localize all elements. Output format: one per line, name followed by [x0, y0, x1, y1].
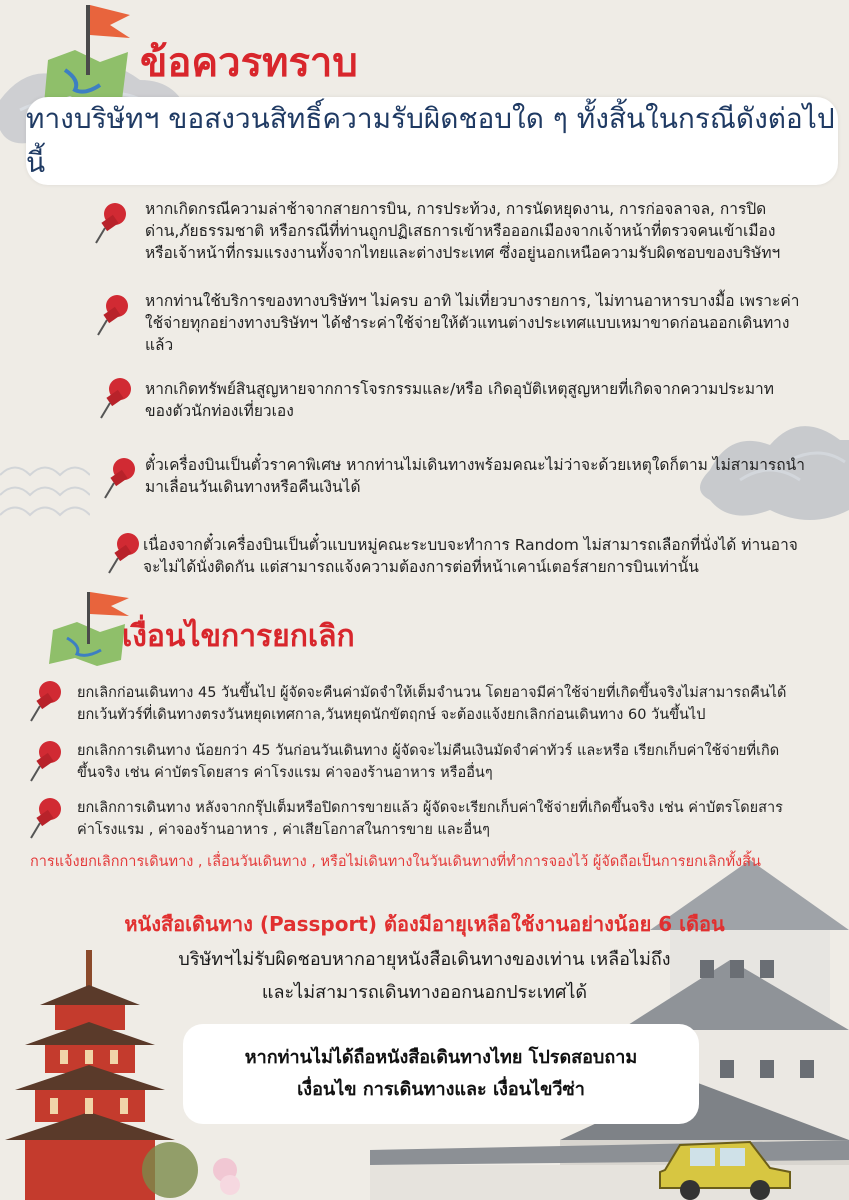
- notice-title: ข้อควรทราบ: [140, 40, 358, 86]
- visa-note-line-2: เงื่อนไข การเดินทางและ เงื่อนไขวีซ่า: [297, 1079, 585, 1100]
- notice-item: [143, 534, 833, 578]
- notice-item-line: หรือเจ้าหน้าที่กรมแรงงานทั้งจากไทยและต่างประเทศ ซึ่งอยู่นอกเหนือความรับผิดชอบของบริษัทฯ: [145, 244, 781, 262]
- notice-item-line: จะไม่ได้นั่งติดกัน แต่สามารถแจ้งความต้องการต่อที่หน้าเคาน์เตอร์สายการบินเท่านั้น: [143, 558, 699, 576]
- notice-item-line: หากท่านใช้บริการของทางบริษัทฯ ไม่ครบ อาทิ ไม่เที่ยวบางรายการ, ไม่ทานอาหารบางมื้อ เพราะค่า: [145, 292, 800, 310]
- cancel-item: [77, 682, 839, 726]
- passport-title: หนังสือเดินทาง (Passport) ต้องมีอายุเหลือใช้งานอย่างน้อย 6 เดือน: [124, 912, 725, 936]
- notice-item: [145, 198, 825, 264]
- car-illustration: [655, 1130, 795, 1200]
- cancel-item-line: ยกเลิกการเดินทาง หลังจากกรุ๊ปเต็มหรือปิดการขายแล้ว ผู้จัดจะเรียกเก็บค่าใช้จ่ายที่เกิดขึ้นจริง เช่น ค่าบัตรโดยสาร: [77, 800, 783, 816]
- cancel-item-line: ยกเลิกการเดินทาง น้อยกว่า 45 วันก่อนวันเดินทาง ผู้จัดจะไม่คืนเงินมัดจำค่าทัวร์ และหรือ เรียกเก็บค่าใช้จ่ายที่เกิด: [77, 743, 780, 759]
- visa-note-line-1: หากท่านไม่ได้ถือหนังสือเดินทางไทย โปรดสอบถาม: [244, 1047, 638, 1068]
- wave-pattern-decoration: [0, 455, 90, 535]
- notice-item-line: ใช้จ่ายทุกอย่างทางบริษัทฯ ได้ชำระค่าใช้จ่ายให้ตัวแทนต่างประเทศแบบเหมาขาดก่อนออกเดินทาง: [145, 314, 790, 332]
- blossom-decoration: [130, 1130, 250, 1200]
- pushpin-icon: [102, 455, 140, 501]
- passport-line-2: และไม่สามารถเดินทางออกนอกประเทศได้: [261, 982, 588, 1003]
- cancel-item: [77, 740, 839, 784]
- map-flag-icon: [40, 0, 135, 110]
- notice-item-line: ด่าน,ภัยธรรมชาติ หรือกรณีที่ท่านถูกปฏิเสธการเข้าหรือออกเมืองจากเจ้าหน้าที่ตรวจคนเข้าเมือง: [145, 222, 776, 240]
- notice-item: [145, 290, 825, 356]
- pushpin-icon: [95, 292, 133, 338]
- notice-item-line: หากเกิดทรัพย์สินสูญหายจากการโจรกรรมและ/หรือ เกิดอุบัติเหตุสูญหายที่เกิดจากความประมาท: [145, 380, 774, 398]
- cancel-title: เงื่อนไขการยกเลิก: [122, 619, 355, 654]
- disclaimer-banner-text: ทางบริษัทฯ ขอสงวนสิทธิ์ความรับผิดชอบใด ๆ ทั้งสิ้นในกรณีดังต่อไปนี้: [26, 102, 835, 179]
- notice-item-line: หากเกิดกรณีความล่าช้าจากสายการบิน, การประท้วง, การนัดหยุดงาน, การก่อจลาจล, การปิด: [145, 200, 767, 218]
- notice-item-line: ของตัวนักท่องเที่ยวเอง: [145, 402, 294, 420]
- pushpin-icon: [28, 795, 66, 841]
- cancel-note: การแจ้งยกเลิกการเดินทาง , เลื่อนวันเดินทาง , หรือไม่เดินทางในวันเดินทางที่ทำการจองไว้ ผู้จัดถือเป็นการยกเลิกทั้งสิ้น: [30, 854, 761, 870]
- pushpin-icon: [98, 375, 136, 421]
- cancel-item-line: ค่าโรงแรม , ค่าจองร้านอาหาร , ค่าเสียโอกาสในการขาย และอื่นๆ: [77, 822, 490, 838]
- cancel-item-line: ยกเลิกก่อนเดินทาง 45 วันขึ้นไป ผู้จัดจะคืนค่ามัดจำให้เต็มจำนวน โดยอาจมีค่าใช้จ่ายที่เกิดขึ้นจริงไม่สามารถคืนได้: [77, 685, 787, 701]
- pushpin-icon: [106, 530, 144, 576]
- cancel-item: [77, 797, 839, 841]
- disclaimer-banner: [26, 97, 838, 185]
- notice-item-line: ตั๋วเครื่องบินเป็นตั๋วราคาพิเศษ หากท่านไม่เดินทางพร้อมคณะไม่ว่าจะด้วยเหตุใดก็ตาม ไม่สามารถนำ: [145, 456, 805, 474]
- pushpin-icon: [28, 738, 66, 784]
- notice-item-line: มาเลื่อนวันเดินทางหรือคืนเงินได้: [145, 478, 361, 496]
- notice-item-line: แล้ว: [145, 336, 174, 354]
- notice-item-line: เนื่องจากตั๋วเครื่องบินเป็นตั๋วแบบหมู่คณะระบบจะทำการ Random ไม่สามารถเลือกที่นั่งได้ ท่านอาจ: [143, 536, 798, 554]
- pushpin-icon: [93, 200, 131, 246]
- visa-note-box: [183, 1024, 699, 1124]
- notice-item: [145, 378, 825, 422]
- notice-item: [145, 454, 825, 498]
- pushpin-icon: [28, 678, 66, 724]
- passport-line-1: บริษัทฯไม่รับผิดชอบหากอายุหนังสือเดินทางของเท่าน เหลือไม่ถึง: [178, 949, 671, 970]
- cancel-item-line: ยกเว้นทัวร์ที่เดินทางตรงวันหยุดเทศกาล,วันหยุดนักขัตฤกษ์ จะต้องแจ้งยกเลิกก่อนเดินทาง 60 วันขึ้นไป: [77, 707, 706, 723]
- cancel-item-line: ขึ้นจริง เช่น ค่าบัตรโดยสาร ค่าโรงแรม ค่าจองร้านอาหาร หรืออื่นๆ: [77, 765, 493, 781]
